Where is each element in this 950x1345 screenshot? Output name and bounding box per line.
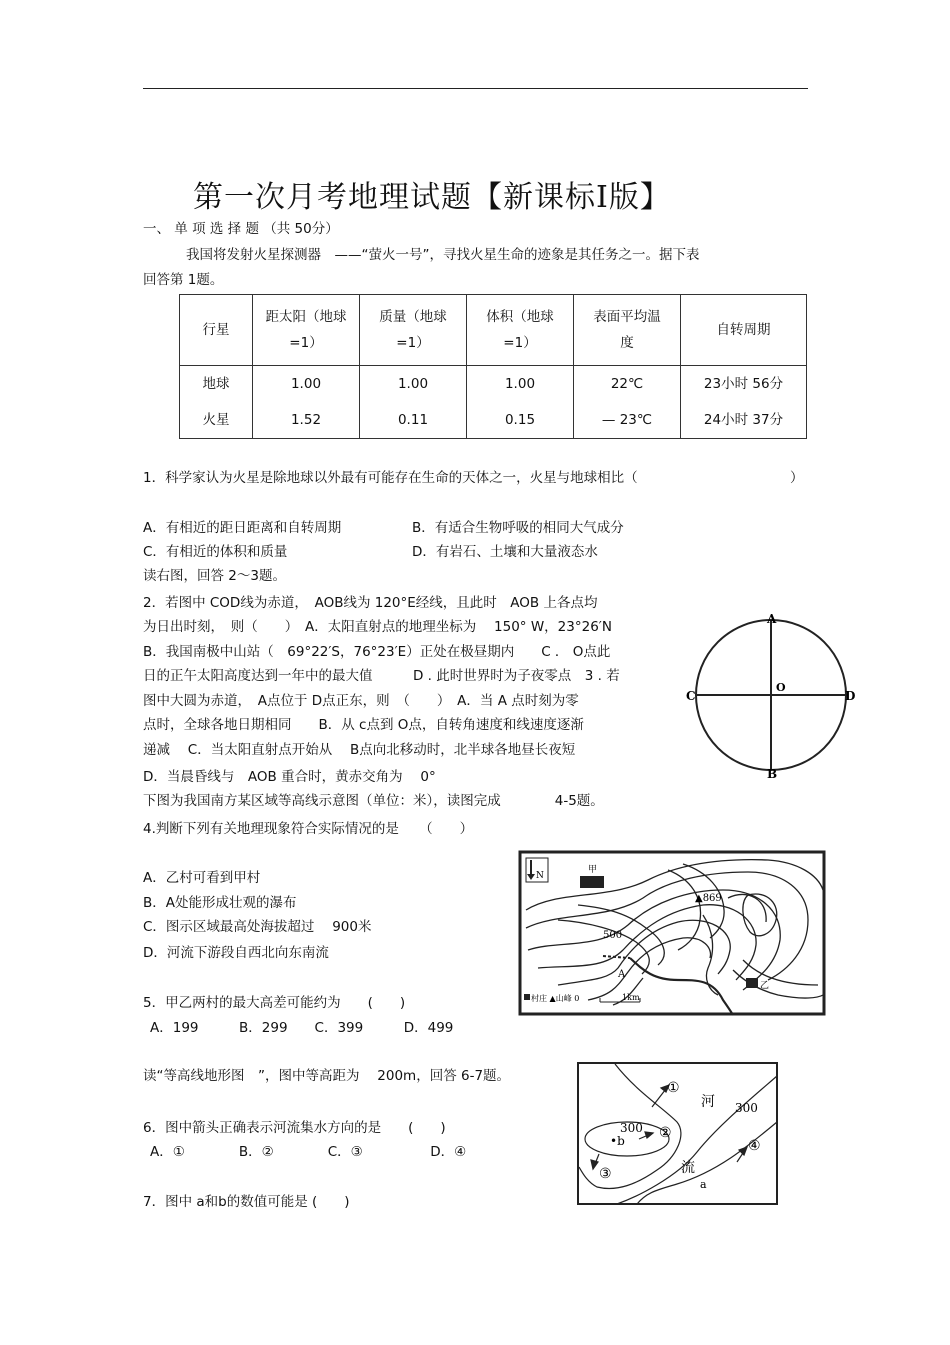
point-b-label: •b	[610, 1134, 625, 1148]
table-cell: 1.52	[253, 402, 360, 439]
q2-line: B．我国南极中山站（ 69°22′S，76°23′E）正处在极昼期内 C ． O点此	[143, 644, 611, 660]
circle-label-b: B	[767, 767, 778, 781]
table-cell: 1.00	[253, 366, 360, 403]
point-a-label: A	[618, 969, 626, 980]
village-jia-marker	[580, 876, 604, 888]
table-row	[180, 402, 807, 439]
contour-300-ellipse: 300	[620, 1121, 643, 1135]
table-cell: 0.15	[467, 402, 574, 439]
section-heading: 一、 单 项 选 择 题 （共 50分）	[143, 221, 339, 237]
legend-village-icon	[524, 994, 530, 1000]
q2-line: 2．若图中 COD线为赤道， AOB线为 120°E经线，且此时 AOB 上各点均	[143, 595, 598, 611]
label-4: ④	[748, 1138, 761, 1154]
table-header: 自转周期	[681, 295, 807, 366]
river-label-1: 河	[701, 1094, 715, 1110]
table-header: 质量（地球 =1）	[360, 295, 467, 366]
q2-line: 日的正午太阳高度达到一年中的最大值 D . 此时世界时为子夜零点 3 . 若	[143, 668, 620, 684]
intro-line-2: 回答第 1题。	[143, 272, 224, 288]
contour-300-right: 300	[735, 1101, 758, 1115]
topo-map-figure	[577, 1062, 779, 1206]
q4-option-c: C．图示区域最高处海拔超过 900米	[143, 919, 372, 935]
q5-options: A．199 B．299 C．399 D．499	[150, 1020, 454, 1036]
page-title: 第一次月考地理试题【新课标Ⅰ版】	[193, 180, 671, 215]
peak-label: ▲869	[695, 893, 722, 904]
q2-intro: 读右图，回答 2～3题。	[143, 568, 286, 584]
table-cell: 0.11	[360, 402, 467, 439]
q4-stem: 4.判断下列有关地理现象符合实际情况的是 （ ）	[143, 821, 474, 837]
table-header: 距太阳（地球 =1）	[253, 295, 360, 366]
scale-label: 1km	[622, 993, 640, 1002]
q3-line: 递减 C．当太阳直射点开始从 B点向北移动时，北半球各地昼长夜短	[143, 742, 576, 758]
q4-option-a: A．乙村可看到甲村	[143, 870, 261, 886]
planet-table	[179, 294, 807, 439]
table-cell: 1.00	[360, 366, 467, 403]
circle-label-a: A	[767, 612, 777, 626]
table-row	[180, 366, 807, 403]
label-3: ③	[599, 1166, 612, 1182]
table-cell: 22℃	[574, 366, 681, 403]
q5-stem: 5．甲乙两村的最大高差可能约为 ( )	[143, 995, 406, 1011]
circle-figure	[685, 612, 855, 784]
label-1: ①	[667, 1080, 680, 1096]
q4-option-b: B．A处能形成壮观的瀑布	[143, 895, 297, 911]
intro-line-1: 我国将发射火星探测器 ——“萤火一号”，寻找火星生命的迹象是其任务之一。据下表	[186, 247, 700, 263]
q4-intro: 下图为我国南方某区域等高线示意图（单位：米），读图完成 4-5题。	[143, 793, 604, 809]
q1-option-a: A．有相近的距日距离和自转周期	[143, 520, 342, 536]
q7-stem: 7．图中 a和b的数值可能是 ( )	[143, 1194, 350, 1210]
q4-option-d: D．河流下游段自西北向东南流	[143, 945, 329, 961]
table-cell: 23小时 56分	[681, 366, 807, 403]
q2-line: 为日出时刻， 则（ ） A．太阳直射点的地理坐标为 150° W，23°26′N	[143, 619, 612, 635]
table-cell: 地球	[180, 366, 253, 403]
table-cell: 火星	[180, 402, 253, 439]
q1-stem: 1．科学家认为火星是除地球以外最有可能存在生命的天体之一，火星与地球相比（	[143, 470, 638, 486]
q3-line: D．当晨昏线与 AOB 重合时，黄赤交角为 0°	[143, 769, 436, 785]
table-header: 表面平均温 度	[574, 295, 681, 366]
circle-label-d: D	[845, 689, 855, 703]
table-cell: — 23℃	[574, 402, 681, 439]
table-header: 体积（地球 =1）	[467, 295, 574, 366]
circle-label-o: O	[776, 681, 786, 694]
legend-label: 村庄 ▲山峰 0	[531, 994, 580, 1003]
village-yi-marker	[746, 978, 758, 988]
contour-500-label: 500	[603, 930, 623, 941]
q1-paren: ）	[790, 470, 804, 486]
q6-intro: 读“等高线地形图 ”，图中等高距为 200m，回答 6-7题。	[143, 1068, 511, 1084]
table-cell: 1.00	[467, 366, 574, 403]
label-2: ②	[659, 1125, 672, 1141]
q1-option-d: D．有岩石、土壤和大量液态水	[412, 544, 598, 560]
contour-map-figure	[518, 850, 827, 1017]
river-label-2: 流	[681, 1160, 695, 1176]
point-a-label: a	[700, 1178, 707, 1191]
table-header: 行星	[180, 295, 253, 366]
q6-options: A．① B．② C．③ D．④	[150, 1144, 467, 1160]
q1-option-c: C．有相近的体积和质量	[143, 544, 288, 560]
circle-label-c: C	[686, 689, 696, 703]
q1-option-b: B．有适合生物呼吸的相同大气成分	[412, 520, 624, 536]
q6-stem: 6．图中箭头正确表示河流集水方向的是 ( )	[143, 1120, 446, 1136]
q3-line: 图中大圆为赤道， A点位于 D点正东，则 （ ） A．当 A 点时刻为零	[143, 693, 579, 709]
table-header-row	[180, 295, 807, 366]
village-yi-label: 乙	[760, 981, 770, 991]
table-cell: 24小时 37分	[681, 402, 807, 439]
q3-line: 点时，全球各地日期相同 B．从 c点到 O点，自转角速度和线速度逐渐	[143, 717, 584, 733]
village-jia-label: 甲	[588, 865, 598, 875]
north-label: N	[536, 871, 544, 881]
header-rule	[143, 88, 808, 89]
